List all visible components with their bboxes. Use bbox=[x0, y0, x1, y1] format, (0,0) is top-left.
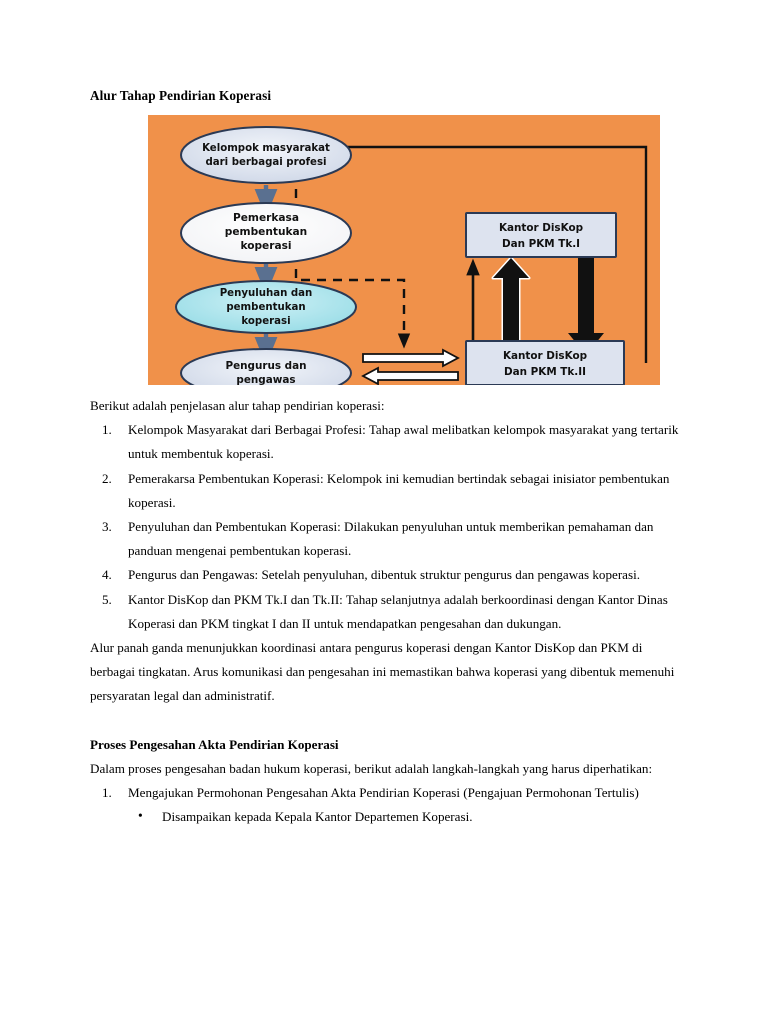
node-label-line2: pembentukan bbox=[224, 225, 308, 238]
box-shape bbox=[466, 341, 624, 385]
list-item: Penyuluhan dan Pembentukan Koperasi: Dilakukan penyuluhan untuk memberikan pemahaman dan panduan mengenai pembentukan koperasi. bbox=[128, 518, 654, 559]
paragraph-spacer bbox=[90, 709, 680, 733]
node-kelompok-masyarakat bbox=[181, 127, 351, 183]
box-label-line2: Dan PKM Tk.II bbox=[504, 365, 586, 378]
list-item: Pemerakarsa Pembentukan Koperasi: Kelompok ini kemudian bertindak sebagai inisiator pembentukan koperasi. bbox=[128, 470, 670, 510]
node-label-line1: Kelompok masyarakat bbox=[202, 142, 330, 154]
node-label-line2: dari berbagai profesi bbox=[205, 156, 327, 168]
box-label-line2: Dan PKM Tk.I bbox=[501, 237, 581, 250]
flow-diagram-figure bbox=[148, 115, 660, 385]
node-penyuluhan-pembentukan bbox=[176, 281, 356, 333]
node-shape-ellipse bbox=[181, 127, 351, 183]
box-label-line1: Kantor DisKop bbox=[502, 349, 588, 362]
list-item: • Disampaikan kepada Kepala Kantor Departemen Koperasi. bbox=[128, 805, 680, 829]
node-pemerkasa-pembentukan bbox=[181, 203, 351, 263]
list-item: Pengurus dan Pengawas: Setelah penyuluhan, dibentuk struktur pengurus dan pengawas koperasi. bbox=[128, 567, 640, 583]
page-title: Alur Tahap Pendirian Koperasi bbox=[90, 88, 272, 103]
flow-diagram-canvas bbox=[148, 115, 660, 385]
node-label-line1: Pengurus dan bbox=[225, 359, 307, 372]
list-item: Kelompok Masyarakat dari Berbagai Profesi: Tahap awal melibatkan kelompok masyarakat yang tertarik untuk membentuk koperasi. bbox=[128, 422, 679, 462]
intro-paragraph: Berikut adalah penjelasan alur tahap pendirian koperasi: bbox=[90, 397, 385, 413]
box-kantor-diskop-tk2 bbox=[466, 341, 624, 385]
box-label-line1: Kantor DisKop bbox=[498, 221, 584, 234]
closing-paragraph: Alur panah ganda menunjukkan koordinasi antara pengurus koperasi dengan Kantor DisKop dan PKM di berbagai tingkatan. Arus komunikasi dan pengesahan ini memastikan bahwa koperasi yang dibentuk memenuhi persyaratan legal dan administratif. bbox=[90, 640, 675, 704]
pengesahan-steps-list bbox=[90, 781, 680, 805]
box-shape bbox=[466, 213, 616, 257]
node-label-line2: pembentukan bbox=[226, 301, 306, 313]
section2-intro-paragraph: Dalam proses pengesahan badan hukum koperasi, berikut adalah langkah-langkah yang harus diperhatikan: bbox=[90, 760, 653, 776]
box-kantor-diskop-tk1 bbox=[466, 213, 616, 257]
list-item: Mengajukan Permohonan Pengesahan Akta Pendirian Koperasi (Pengajuan Permohonan Tertulis) bbox=[128, 785, 639, 801]
node-label-line3: koperasi bbox=[241, 315, 291, 327]
alur-steps-list bbox=[90, 418, 680, 636]
node-label-line1: Penyuluhan dan bbox=[219, 287, 313, 299]
pengesahan-sub-list bbox=[90, 805, 680, 829]
node-label-line1: Pemerkasa bbox=[232, 211, 300, 224]
list-item: Kantor DisKop dan PKM Tk.I dan Tk.II: Tahap selanjutnya adalah berkoordinasi dengan Kantor Dinas Koperasi dan PKM tingkat I dan II untuk mendapatkan pengesahan dan dukungan. bbox=[128, 591, 668, 631]
flow-diagram-svg bbox=[148, 115, 660, 385]
node-label-line3: koperasi bbox=[240, 239, 292, 252]
section-heading-pengesahan: Proses Pengesahan Akta Pendirian Koperasi bbox=[90, 736, 339, 752]
node-label-line2: pengawas bbox=[236, 373, 296, 385]
